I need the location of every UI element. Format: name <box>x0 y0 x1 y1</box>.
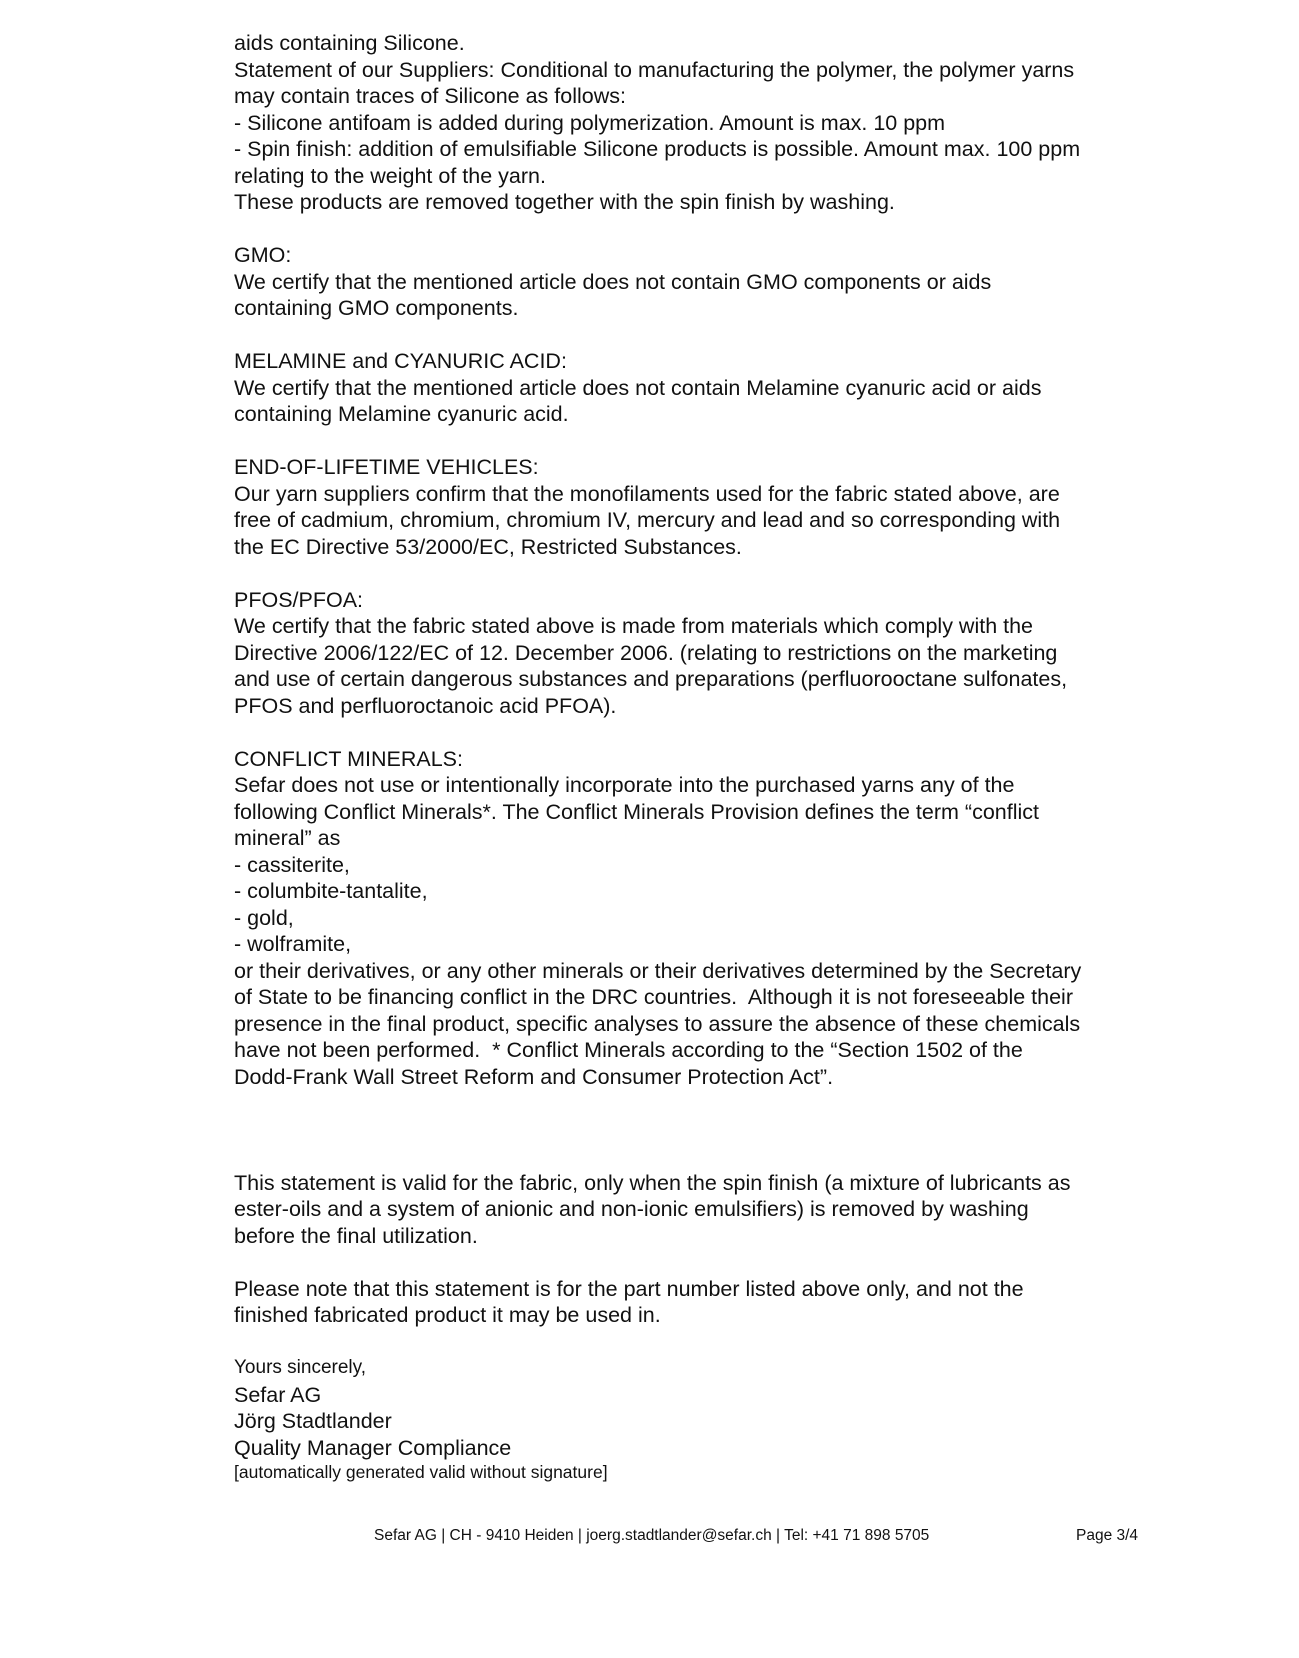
conflict-line: - columbite-tantalite, <box>234 879 428 903</box>
silicone-line: may contain traces of Silicone as follows: <box>234 84 626 108</box>
validity-line: before the final utilization. <box>234 1223 478 1248</box>
spacer <box>234 322 1154 349</box>
silicone-line: - Spin finish: addition of emulsifiable Silicone products is possible. Amount max. 100 ppm <box>234 137 1081 161</box>
conflict-heading: CONFLICT MINERALS: <box>234 746 463 771</box>
spacer <box>234 1249 1154 1276</box>
spacer <box>234 1090 1154 1143</box>
signoff-name: Jörg Stadtlander <box>234 1409 392 1433</box>
gmo-line: We certify that the mentioned article does not contain GMO components or aids <box>234 269 992 294</box>
validity-section <box>234 1170 1154 1250</box>
melamine-heading: MELAMINE and CYANURIC ACID: <box>234 349 567 373</box>
note-line: Please note that this statement is for the part number listed above only, and not the <box>234 1276 1024 1301</box>
spacer <box>234 428 1154 455</box>
conflict-line: of State to be financing conflict in the DRC countries. Although it is not foreseeable their <box>234 985 1073 1009</box>
note-section <box>234 1276 1154 1329</box>
validity-line: This statement is valid for the fabric, only when the spin finish (a mixture of lubricants as <box>234 1170 1071 1195</box>
pfos-heading: PFOS/PFOA: <box>234 587 364 612</box>
signoff-company: Sefar AG <box>234 1382 322 1407</box>
elv-line: Our yarn suppliers confirm that the monofilaments used for the fabric stated above, are <box>234 481 1060 506</box>
conflict-section <box>234 746 1154 1091</box>
page-number: Page 3/4 <box>1076 1527 1139 1544</box>
conflict-line: or their derivatives, or any other minerals or their derivatives determined by the Secretary <box>234 958 1082 983</box>
conflict-line: have not been performed. * Conflict Minerals according to the “Section 1502 of the <box>234 1038 1023 1062</box>
pfos-line: We certify that the fabric stated above is made from materials which comply with the <box>234 614 1034 638</box>
melamine-section <box>234 348 1154 428</box>
silicone-line: - Silicone antifoam is added during polymerization. Amount is max. 10 ppm <box>234 110 946 135</box>
conflict-line: mineral” as <box>234 826 341 850</box>
silicone-line: These products are removed together with the spin finish by washing. <box>234 190 895 214</box>
conflict-line: - wolframite, <box>234 932 352 956</box>
footer-address: Sefar AG | CH - 9410 Heiden | joerg.stadtlander@sefar.ch | Tel: +41 71 898 5705 <box>374 1527 930 1544</box>
spacer <box>234 719 1154 746</box>
document-body <box>234 30 1154 1483</box>
elv-heading: END-OF-LIFETIME VEHICLES: <box>234 455 539 479</box>
gmo-heading: GMO: <box>234 243 292 267</box>
conflict-line: Sefar does not use or intentionally incorporate into the purchased yarns any of the <box>234 773 1015 797</box>
silicone-section <box>234 30 1154 216</box>
pfos-section <box>234 587 1154 720</box>
conflict-line: Dodd-Frank Wall Street Reform and Consumer Protection Act”. <box>234 1064 834 1089</box>
melamine-line: containing Melamine cyanuric acid. <box>234 402 569 426</box>
spacer <box>234 216 1154 243</box>
elv-line: the EC Directive 53/2000/EC, Restricted Substances. <box>234 534 742 559</box>
spacer <box>234 1143 1154 1170</box>
conflict-line: - gold, <box>234 905 294 930</box>
pfos-line: PFOS and perfluoroctanoic acid PFOA). <box>234 693 617 718</box>
melamine-line: We certify that the mentioned article does not contain Melamine cyanuric acid or aids <box>234 375 1042 400</box>
signoff-title: Quality Manager Compliance <box>234 1435 512 1460</box>
conflict-line: - cassiterite, <box>234 852 350 877</box>
validity-line: ester-oils and a system of anionic and non-ionic emulsifiers) is removed by washing <box>234 1197 1029 1221</box>
signoff-greeting: Yours sincerely, <box>234 1357 367 1378</box>
gmo-line: containing GMO components. <box>234 296 519 320</box>
pfos-line: and use of certain dangerous substances and preparations (perfluorooctane sulfonates, <box>234 667 1068 691</box>
elv-section <box>234 454 1154 560</box>
silicone-line: aids containing Silicone. <box>234 31 465 55</box>
spacer <box>234 560 1154 587</box>
gmo-section <box>234 242 1154 322</box>
silicone-line: Statement of our Suppliers: Conditional to manufacturing the polymer, the polymer yarns <box>234 57 1075 82</box>
spacer <box>234 1329 1154 1356</box>
silicone-line: relating to the weight of the yarn. <box>234 163 546 188</box>
conflict-line: presence in the final product, specific analyses to assure the absence of these chemicals <box>234 1011 1081 1036</box>
pfos-line: Directive 2006/122/EC of 12. December 2006. (relating to restrictions on the marketing <box>234 640 1058 665</box>
conflict-line: following Conflict Minerals*. The Conflict Minerals Provision defines the term “conflict <box>234 799 1039 824</box>
page-footer <box>0 1527 1299 1551</box>
note-line: finished fabricated product it may be used in. <box>234 1303 661 1327</box>
elv-line: free of cadmium, chromium, chromium IV, mercury and lead and so corresponding with <box>234 508 1061 532</box>
signoff-section <box>234 1355 1154 1483</box>
signoff-note: [automatically generated valid without signature] <box>234 1462 608 1482</box>
